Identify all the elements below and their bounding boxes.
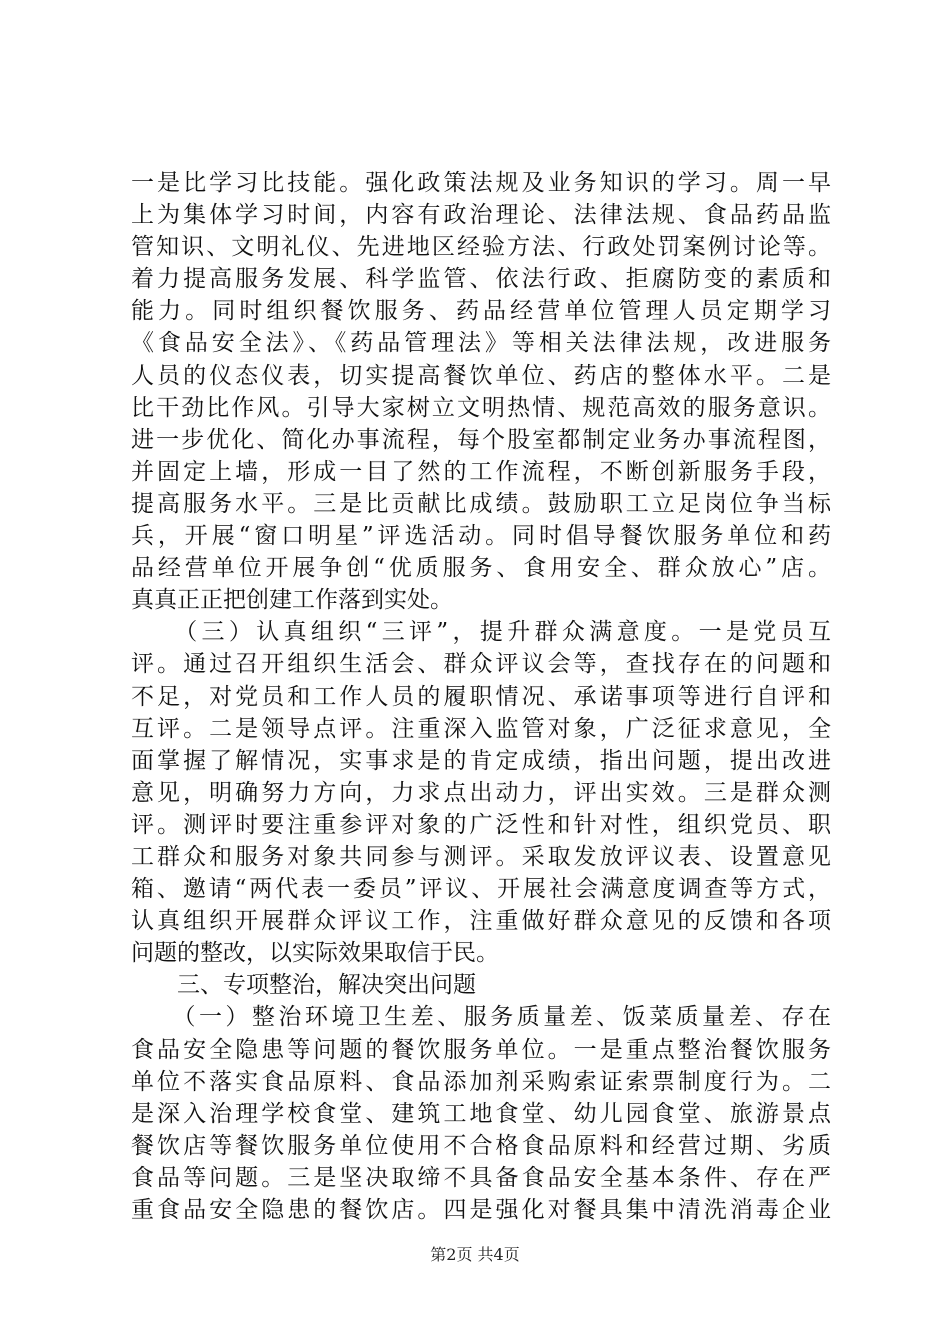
text-line: 品经营单位开展争创“优质服务、食用安全、群众放心”店。	[131, 555, 831, 582]
text-line: 意见，明确努力方向，力求点出动力，评出实效。三是群众测	[131, 779, 831, 806]
text-line: 食品等问题。三是坚决取缔不具备食品安全基本条件、存在严	[131, 1164, 831, 1191]
text-line: 面掌握了解情况，实事求是的肯定成绩，指出问题，提出改进	[131, 747, 831, 774]
text-line: 评。测评时要注重参评对象的广泛性和针对性，组织党员、职	[131, 811, 831, 838]
text-line: 认真组织开展群众评议工作，注重做好群众意见的反馈和各项	[131, 908, 831, 935]
text-line: 三、专项整治，解决突出问题	[131, 972, 476, 999]
text-line: 不足，对党员和工作人员的履职情况、承诺事项等进行自评和	[131, 683, 831, 710]
text-line: （三）认真组织“三评”，提升群众满意度。一是党员互	[131, 619, 831, 646]
text-line: 比干劲比作风。引导大家树立文明热情、规范高效的服务意识。	[131, 394, 831, 421]
text-line: 并固定上墙，形成一目了然的工作流程，不断创新服务手段，	[131, 458, 831, 485]
text-line: 着力提高服务发展、科学监管、依法行政、拒腐防变的素质和	[131, 266, 831, 293]
page-footer: 第2页 共4页	[430, 1245, 520, 1264]
text-line: 能力。同时组织餐饮服务、药品经营单位管理人员定期学习	[131, 298, 831, 325]
text-line: 是深入治理学校食堂、建筑工地食堂、幼儿园食堂、旅游景点	[131, 1100, 831, 1127]
text-line: 一是比学习比技能。强化政策法规及业务知识的学习。周一早	[131, 170, 831, 196]
document-body	[131, 167, 831, 1226]
text-line: 问题的整改，以实际效果取信于民。	[131, 940, 499, 967]
text-line: 《食品安全法》、《药品管理法》等相关法律法规，改进服务	[131, 330, 831, 357]
text-line: 进一步优化、简化办事流程，每个股室都制定业务办事流程图，	[131, 426, 831, 453]
text-line: 单位不落实食品原料、食品添加剂采购索证索票制度行为。二	[131, 1068, 831, 1095]
text-line: 真真正正把创建工作落到实处。	[131, 587, 453, 614]
text-line: 餐饮店等餐饮服务单位使用不合格食品原料和经营过期、劣质	[131, 1132, 831, 1159]
text-line: 食品安全隐患等问题的餐饮服务单位。一是重点整治餐饮服务	[131, 1036, 831, 1063]
text-line: 评。通过召开组织生活会、群众评议会等，查找存在的问题和	[131, 651, 831, 678]
text-line: 提高服务水平。三是比贡献比成绩。鼓励职工立足岗位争当标	[131, 490, 831, 517]
text-line: 兵，开展“窗口明星”评选活动。同时倡导餐饮服务单位和药	[131, 523, 831, 550]
text-line: （一）整治环境卫生差、服务质量差、饭菜质量差、存在	[131, 1004, 831, 1031]
text-line: 管知识、文明礼仪、先进地区经验方法、行政处罚案例讨论等。	[131, 234, 831, 261]
text-line: 重食品安全隐患的餐饮店。四是强化对餐具集中清洗消毒企业	[131, 1197, 831, 1223]
text-line: 互评。二是领导点评。注重深入监管对象，广泛征求意见，全	[131, 715, 831, 742]
text-line: 上为集体学习时间，内容有政治理论、法律法规、食品药品监	[131, 202, 831, 229]
text-line: 箱、邀请“两代表一委员”评议、开展社会满意度调查等方式，	[131, 876, 831, 903]
text-line: 人员的仪态仪表，切实提高餐饮单位、药店的整体水平。二是	[131, 362, 831, 389]
text-line: 工群众和服务对象共同参与测评。采取发放评议表、设置意见	[131, 843, 831, 870]
